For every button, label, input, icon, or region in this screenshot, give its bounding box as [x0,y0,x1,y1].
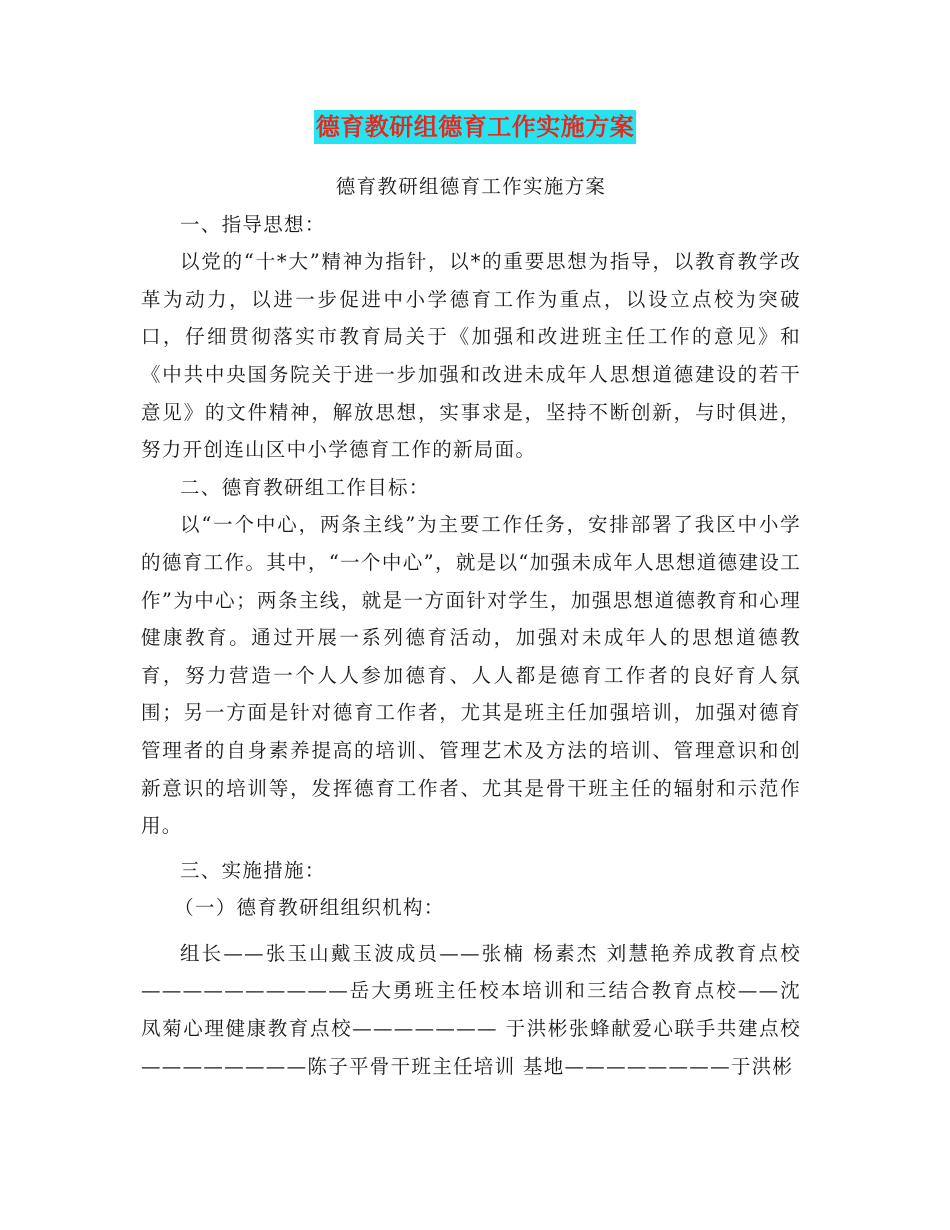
paragraph-guiding-ideology: 以党的“十*大”精神为指针，以*的重要思想为指导，以教育教学改革为动力，以进一步促进中小学德育工作为重点，以设立点校为突破口，仔细贯彻落实市教育局关于《加强和改进班主任工作的意见》和《中共中央国务院关于进一步加强和改进未成年人思想道德建设的若干意见》的文件精神，解放思想，实事求是，坚持不断创新，与时俱进，努力开创连山区中小学德育工作的新局面。 [141,250,801,462]
document-body [141,168,801,1085]
section-heading-work-goals: 二、德育教研组工作目标： [180,475,430,499]
subsection-heading-organization: （一）德育教研组组织机构： [174,896,445,920]
document-subtitle: 德育教研组德育工作实施方案 [335,175,607,198]
paragraph-organization: 组长——张玉山戴玉波成员——张楠 杨素杰 刘慧艳养成教育点校——————————岳大勇班主任校本培训和三结合教育点校——沈凤菊心理健康教育点校——————— 于洪彬张蜂献爱心联手共建点校————————陈子平骨干班主任培训 基地————————于洪彬 [141,941,801,1078]
section-heading-measures: 三、实施措施： [180,858,326,882]
title-container [0,110,950,144]
section-heading-guiding-ideology: 一、指导思想： [180,212,326,236]
document-title: 德育教研组德育工作实施方案 [314,110,637,144]
paragraph-work-goals: 以“一个中心，两条主线”为主要工作任务，安排部署了我区中小学的德育工作。其中，“一个中心”，就是以“加强未成年人思想道德建设工作”为中心；两条主线，就是一方面针对学生，加强思想道德教育和心理健康教育。通过开展一系列德育活动，加强对未成年人的思想道德教育，努力营造一个人人参加德育、人人都是德育工作者的良好育人氛围；另一方面是针对德育工作者，尤其是班主任加强培训，加强对德育管理者的自身素养提高的培训、管理艺术及方法的培训、管理意识和创新意识的培训等，发挥德育工作者、尤其是骨干班主任的辐射和示范作用。 [141,513,801,838]
